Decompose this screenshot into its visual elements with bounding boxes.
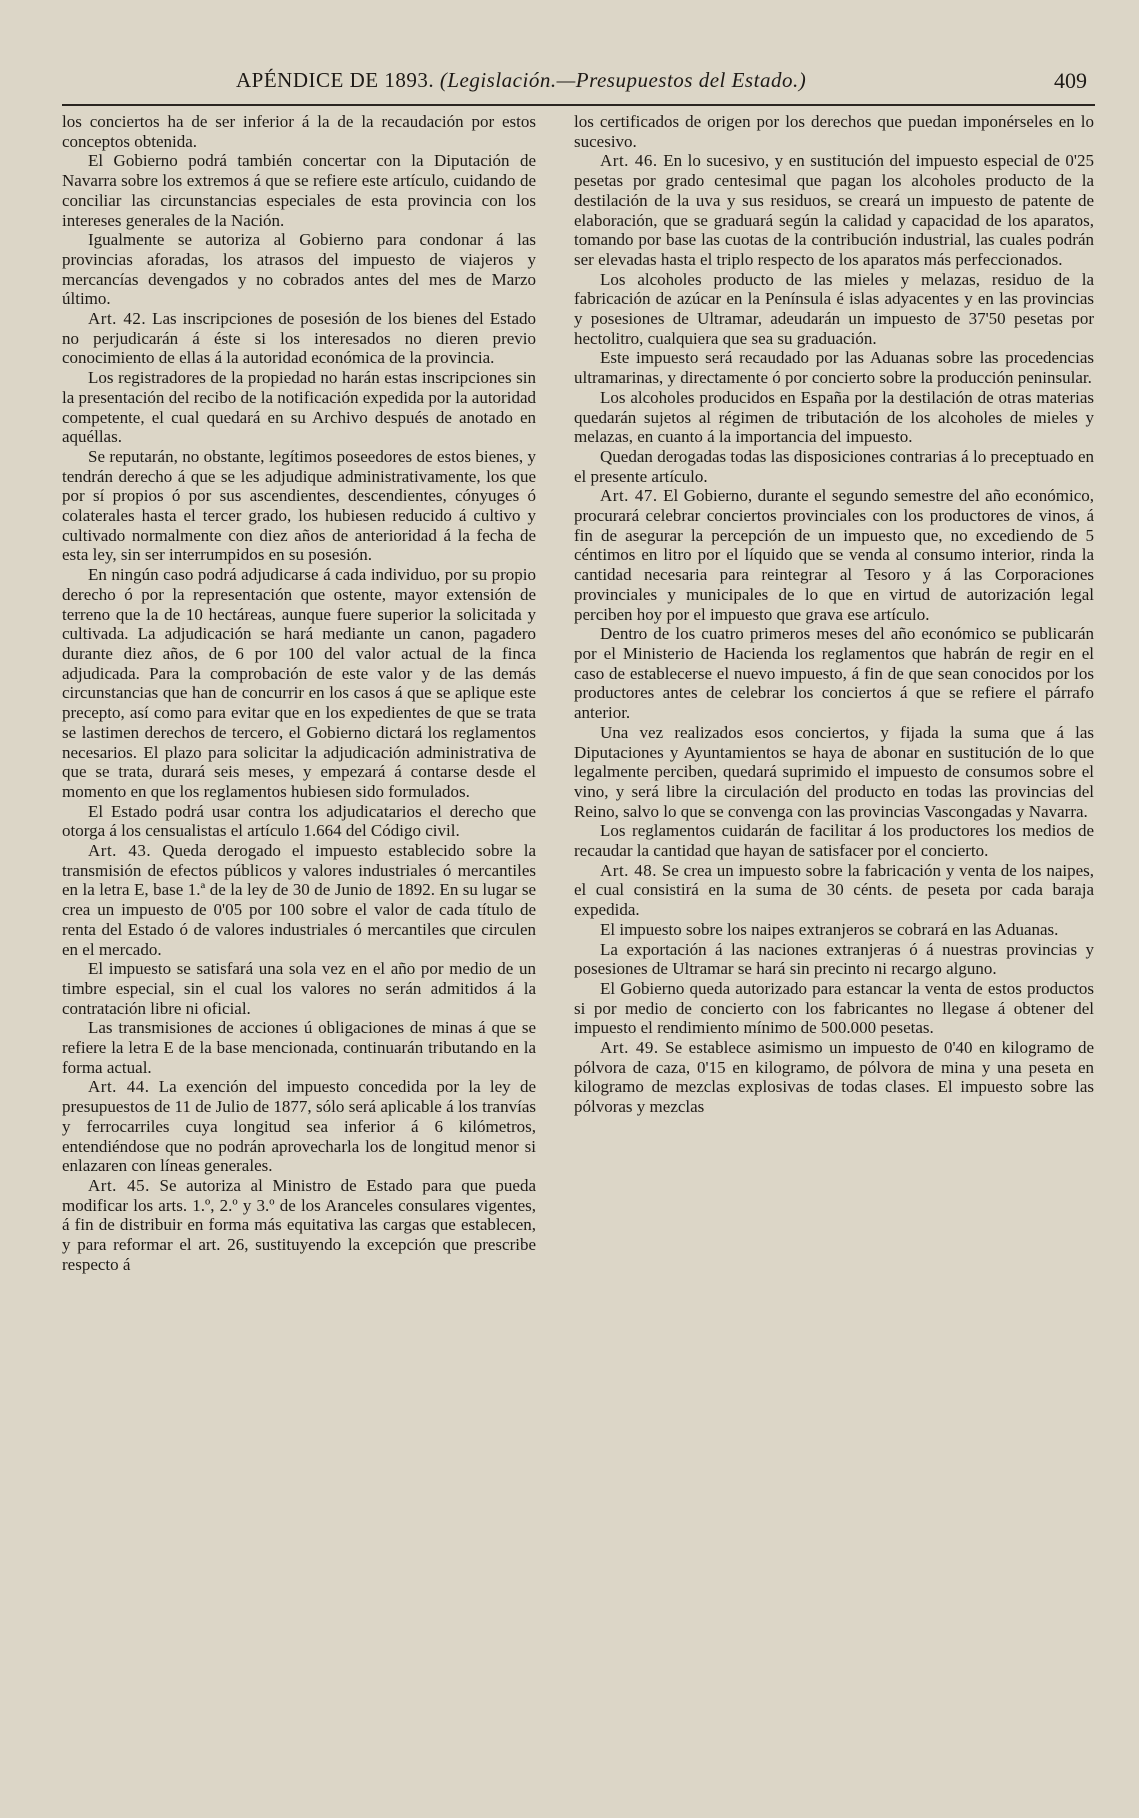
paragraph-text: Se establece asimismo un impuesto de 0'40 en kilogramo de pólvora de caza, 0'15 en kilogramo, de pólvora de mina y una peseta en kilogramo de mezclas explosivas de todas clases. El impuesto sobre las pólvoras y mezclas xyxy=(574,1038,1094,1117)
running-title-section: (Legislación.—Presupuestos del Estado.) xyxy=(439,68,807,92)
paragraph-text: El Estado podrá usar contra los adjudicatarios el derecho que otorga á los censualistas el artículo 1.664 del Código civil. xyxy=(62,801,536,841)
paragraph xyxy=(62,1176,536,1275)
paragraph-text: Igualmente se autoriza al Gobierno para condonar á las provincias aforadas, los atrasos del impuesto de viajeros y mercancías devengados y no cobrados antes del mes de Marzo último. xyxy=(62,230,536,309)
paragraph-text: La exención del impuesto concedida por la ley de presupuestos de 11 de Julio de 1877, sólo será aplicable á los tranvías y ferrocarriles cuya longitud sea inferior á 6 kilómetros, entendiéndose que no podrán aprovecharla los de longitud menor si enlazaren con líneas generales. xyxy=(62,1077,536,1176)
paragraph-text: Queda derogado el impuesto establecido sobre la transmisión de efectos públicos y valores industriales ó mercantiles en la letra E, base 1.ª de la ley de 30 de Junio de 1892. En su lugar se crea un impuesto de 0'05 por 100 sobre el valor de cada título de renta del Estado ó de valores industriales ó mercantiles que circulen en el mercado. xyxy=(62,841,536,959)
article-label: Art. 43. xyxy=(88,841,152,861)
paragraph xyxy=(574,1038,1094,1117)
paragraph xyxy=(574,920,1094,940)
paragraph-text: El impuesto sobre los naipes extranjeros se cobrará en las Aduanas. xyxy=(600,919,1059,939)
paragraph-text: El impuesto se satisfará una sola vez en el año por medio de un timbre especial, sin el cual los valores no serán admitidos á la contratación libre ni oficial. xyxy=(62,959,536,1018)
article-label: Art. 42. xyxy=(88,309,147,329)
left-text-column xyxy=(62,112,536,1742)
article-label: Art. 45. xyxy=(88,1175,150,1195)
paragraph-text: Quedan derogadas todas las disposiciones contrarias á lo preceptuado en el presente artículo. xyxy=(574,446,1094,486)
paragraph-text: El Gobierno podrá también concertar con la Diputación de Navarra sobre los extremos á que se refiere este artículo, cuidando de conciliar las circunstancias especiales de esta provincia con los intereses generales de la Nación. xyxy=(62,151,536,230)
paragraph xyxy=(574,486,1094,624)
running-header xyxy=(0,64,1139,94)
paragraph-text: Se reputarán, no obstante, legítimos poseedores de estos bienes, y tendrán derecho á que se les adjudique administrativamente, los que por sí propios ó por sus ascendientes, descendientes, cónyuges ó colaterales hasta el tercer grado, los hubiesen reducido á cultivo y cultivado normalmente con diez años de anterioridad á la fecha de esta ley, sin ser interrumpidos en su posesión. xyxy=(62,446,536,565)
paragraph xyxy=(62,112,536,151)
paragraph-text: Las inscripciones de posesión de los bienes del Estado no perjudicarán á éste si los interesados no dieren previo conocimiento de ellas á la autoridad económica de la provincia. xyxy=(62,309,536,368)
paragraph xyxy=(574,112,1094,151)
page-number: 409 xyxy=(1054,68,1087,93)
paragraph xyxy=(62,1077,536,1176)
paragraph xyxy=(574,979,1094,1038)
paragraph xyxy=(62,368,536,447)
right-text-column xyxy=(574,112,1094,1682)
paragraph xyxy=(574,447,1094,486)
paragraph-text: Los alcoholes producidos en España por la destilación de otras materias quedarán sujetos al régimen de tributación de los alcoholes de mieles y melazas, en cuanto á la importancia del impuesto. xyxy=(574,387,1094,447)
article-label: Art. 46. xyxy=(600,151,658,171)
paragraph-text: En ningún caso podrá adjudicarse á cada individuo, por su propio derecho ó por la representación que ostente, mayor extensión de terreno que la de 10 hectáreas, aunque fuere superior la solicitada y cultivada. La adjudicación se hará mediante un canon, pagadero durante diez años, de 6 por 100 del valor actual de la finca adjudicada. Para la comprobación de este valor y de las demás circunstancias que han de concurrir en los casos á que se aplique este precepto, así como para evitar que en los expedientes de que se trata se lastimen derechos de tercero, el Gobierno dictará los reglamentos necesarios. El plazo para solicitar la adjudicación administrativa de que se trata, durará seis meses, y empezará á contarse desde el momento en que los reglamentos hubiesen sido formulados. xyxy=(62,565,536,801)
paragraph-text: En lo sucesivo, y en sustitución del impuesto especial de 0'25 pesetas por grado centesimal que pagan los alcoholes producto de la destilación de la uva y sus residuos, se creará un impuesto de patente de elaboración, que se graduará según la calidad y capacidad de los aparatos, tomando por base las cuotas de la contribución industrial, las cuales podrán ser elevadas hasta el triplo respecto de los aparatos más perfeccionados. xyxy=(574,151,1094,269)
paragraph xyxy=(574,821,1094,860)
paragraph xyxy=(574,270,1094,349)
article-label: Art. 47. xyxy=(600,486,658,506)
paragraph-text: los certificados de origen por los derechos que puedan imponérseles en lo sucesivo. xyxy=(574,112,1094,151)
article-label: Art. 49. xyxy=(600,1038,659,1058)
paragraph-text: Los registradores de la propiedad no harán estas inscripciones sin la presentación del recibo de la notificación expedida por la autoridad competente, el cual quedará en su Archivo después de anotado en aquéllas. xyxy=(62,368,536,447)
paragraph xyxy=(62,1018,536,1077)
paragraph-text: Se autoriza al Ministro de Estado para que pueda modificar los arts. 1.º, 2.º y 3.º de los Aranceles consulares vigentes, á fin de distribuir en forma más equitativa las cargas que establecen, y para reformar el art. 26, sustituyendo la excepción que prescribe respecto á xyxy=(62,1175,536,1274)
paragraph xyxy=(574,624,1094,723)
paragraph xyxy=(574,388,1094,447)
paragraph xyxy=(62,230,536,309)
paragraph-text: Este impuesto será recaudado por las Aduanas sobre las procedencias ultramarinas, y directamente ó por concierto sobre la producción peninsular. xyxy=(574,348,1094,388)
paragraph-text: Los reglamentos cuidarán de facilitar á los productores los medios de recaudar la cantidad que hayan de satisfacer por el concierto. xyxy=(574,821,1094,861)
paragraph-text: Las transmisiones de acciones ú obligaciones de minas á que se refiere la letra E de la base mencionada, continuarán tributando en la forma actual. xyxy=(62,1018,536,1077)
paragraph-text: los conciertos ha de ser inferior á la de la recaudación por estos conceptos obtenida. xyxy=(62,112,536,151)
paragraph-text: Dentro de los cuatro primeros meses del año económico se publicarán por el Ministerio de Hacienda los reglamentos que habrán de regir en el caso de establecerse el nuevo impuesto, á fin de que sean conocidos por los productores antes de celebrar los conciertos á que se refiere el párrafo anterior. xyxy=(574,624,1094,723)
paragraph-text: El Gobierno, durante el segundo semestre del año económico, procurará celebrar conciertos provinciales con los productores de vinos, á fin de asegurar la percepción de un impuesto que, no excediendo de 5 céntimos en litro por el líquido que se venda al consumo interior, rinda la cantidad necesaria para reintegrar al Tesoro y á las Corporaciones provinciales y municipales de lo que en virtud de autorización legal perciben hoy por el impuesto que grava ese artículo. xyxy=(574,486,1094,624)
paragraph xyxy=(62,447,536,565)
paragraph-text: La exportación á las naciones extranjeras ó á nuestras provincias y posesiones de Ultramar se hará sin precinto ni recargo alguno. xyxy=(574,939,1094,979)
paragraph xyxy=(62,309,536,368)
paragraph xyxy=(574,723,1094,822)
paragraph-text: Los alcoholes producto de las mieles y melazas, residuo de la fabricación de azúcar en la Península é islas adyacentes y en las provincias y posesiones de Ultramar, adeudarán un impuesto de 37'50 pesetas por hectolitro, cualquiera que sea su graduación. xyxy=(574,269,1094,348)
running-title-appendix: APÉNDICE DE 1893. xyxy=(236,68,435,92)
article-label: Art. 48. xyxy=(600,860,657,880)
paragraph xyxy=(62,959,536,1018)
paragraph xyxy=(574,861,1094,920)
header-rule xyxy=(62,104,1095,106)
paragraph xyxy=(62,151,536,230)
paragraph-text: Una vez realizados esos conciertos, y fijada la suma que á las Diputaciones y Ayuntamientos se haya de abonar en sustitución de lo que legalmente perciben, quedará suprimido el impuesto de consumos sobre el vino, y será libre la circulación del producto en todas las provincias del Reino, salvo lo que se convenga con las provincias Vascongadas y Navarra. xyxy=(574,722,1094,821)
paragraph xyxy=(574,151,1094,269)
running-title xyxy=(236,68,806,93)
paragraph xyxy=(62,802,536,841)
paragraph xyxy=(62,841,536,959)
paragraph-text: El Gobierno queda autorizado para estancar la venta de estos productos si por medio de concierto con los fabricantes no llegase á obtener del impuesto el rendimiento mínimo de 500.000 pesetas. xyxy=(574,978,1094,1038)
paragraph xyxy=(574,348,1094,387)
paragraph xyxy=(574,940,1094,979)
article-label: Art. 44. xyxy=(88,1077,150,1097)
paragraph xyxy=(62,565,536,801)
paragraph-text: Se crea un impuesto sobre la fabricación y venta de los naipes, el cual consistirá en la suma de 30 cénts. de peseta por cada baraja expedida. xyxy=(574,860,1094,920)
